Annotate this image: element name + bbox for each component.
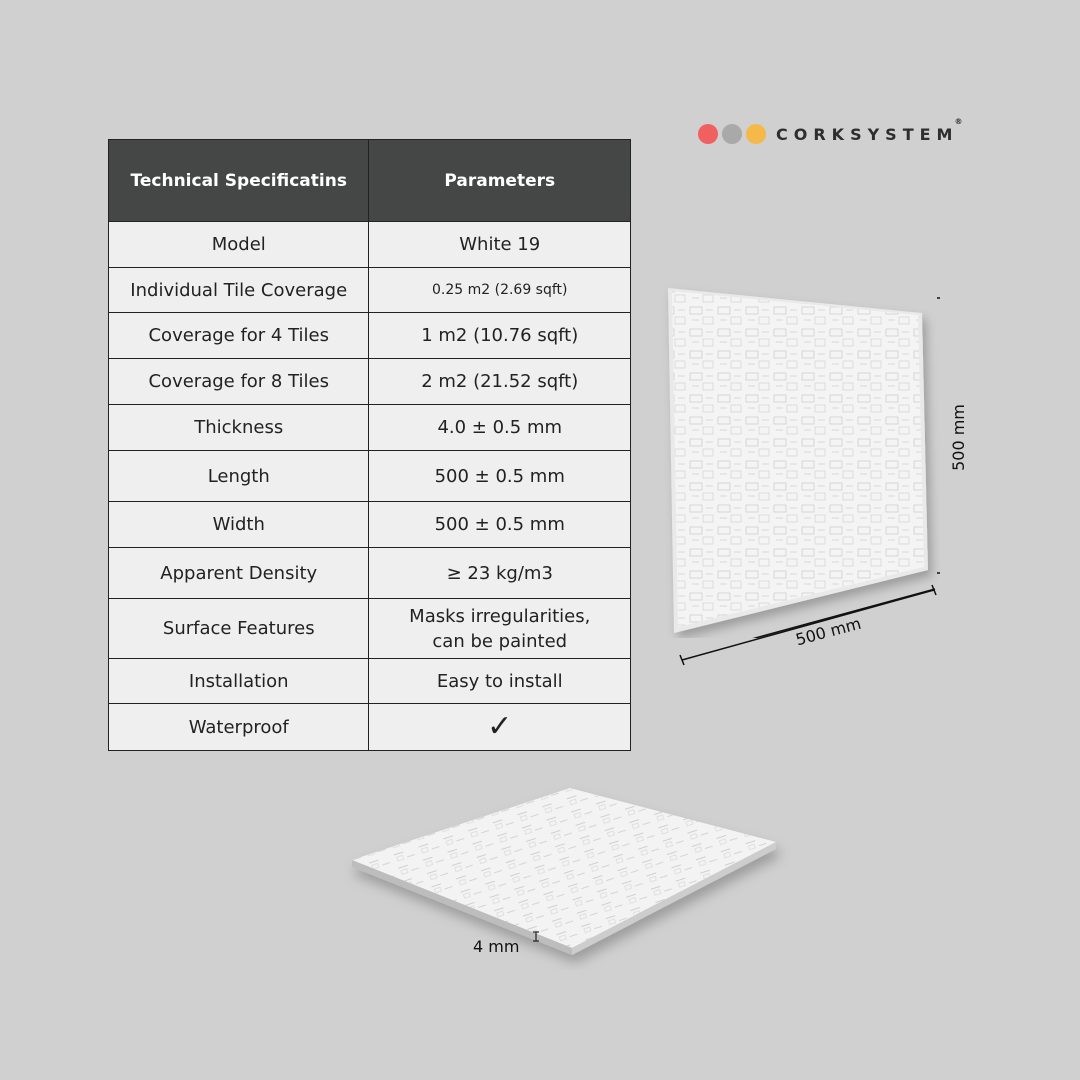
row-value: 500 ± 0.5 mm [369, 451, 631, 502]
row-label: Installation [109, 659, 369, 704]
row-value: ≥ 23 kg/m3 [369, 548, 631, 599]
brand-name: CORKSYSTEM [776, 124, 959, 144]
row-value-line: can be painted [432, 630, 568, 652]
brand-logo [698, 116, 963, 146]
table-row [109, 451, 631, 502]
thickness-dimension-label: 4 mm [473, 937, 520, 956]
row-value: White 19 [369, 222, 631, 268]
height-dimension-label: 500 mm [948, 404, 968, 471]
spec-table [108, 139, 631, 751]
row-value: 4.0 ± 0.5 mm [369, 405, 631, 451]
logo-dot-yellow [746, 124, 766, 144]
width-dimension-line-full [675, 580, 945, 670]
row-value [369, 599, 631, 659]
tile-angled-view [340, 780, 790, 970]
table-row [109, 502, 631, 548]
header-specifications: Technical Specificatins [109, 140, 369, 222]
height-dimension-line [937, 298, 940, 573]
row-value: 2 m2 (21.52 sqft) [369, 359, 631, 405]
table-header-row [109, 140, 631, 222]
table-row [109, 405, 631, 451]
registered-mark: ® [954, 116, 963, 126]
row-value [369, 704, 631, 751]
logo-dot-red [698, 124, 718, 144]
row-value: Easy to install [369, 659, 631, 704]
table-row [109, 659, 631, 704]
row-value-line: Masks irregularities, [409, 605, 591, 627]
row-value: 0.25 m2 (2.69 sqft) [369, 268, 631, 313]
row-label: Model [109, 222, 369, 268]
table-row [109, 313, 631, 359]
row-label: Width [109, 502, 369, 548]
row-value: 1 m2 (10.76 sqft) [369, 313, 631, 359]
table-row [109, 704, 631, 751]
row-label: Waterproof [109, 704, 369, 751]
table-row [109, 222, 631, 268]
brand-wordmark [776, 116, 963, 144]
row-label: Apparent Density [109, 548, 369, 599]
row-label: Individual Tile Coverage [109, 268, 369, 313]
table-row [109, 548, 631, 599]
row-label: Surface Features [109, 599, 369, 659]
row-label: Coverage for 4 Tiles [109, 313, 369, 359]
table-row [109, 359, 631, 405]
width-dimension-label: 500 mm [793, 613, 864, 650]
table-row [109, 268, 631, 313]
header-parameters: Parameters [369, 140, 631, 222]
angled-tile-body [352, 788, 776, 955]
row-label: Thickness [109, 405, 369, 451]
row-label: Length [109, 451, 369, 502]
table-row [109, 599, 631, 659]
row-value: 500 ± 0.5 mm [369, 502, 631, 548]
checkmark-icon: ✓ [487, 709, 513, 744]
row-label: Coverage for 8 Tiles [109, 359, 369, 405]
logo-dot-gray [722, 124, 742, 144]
